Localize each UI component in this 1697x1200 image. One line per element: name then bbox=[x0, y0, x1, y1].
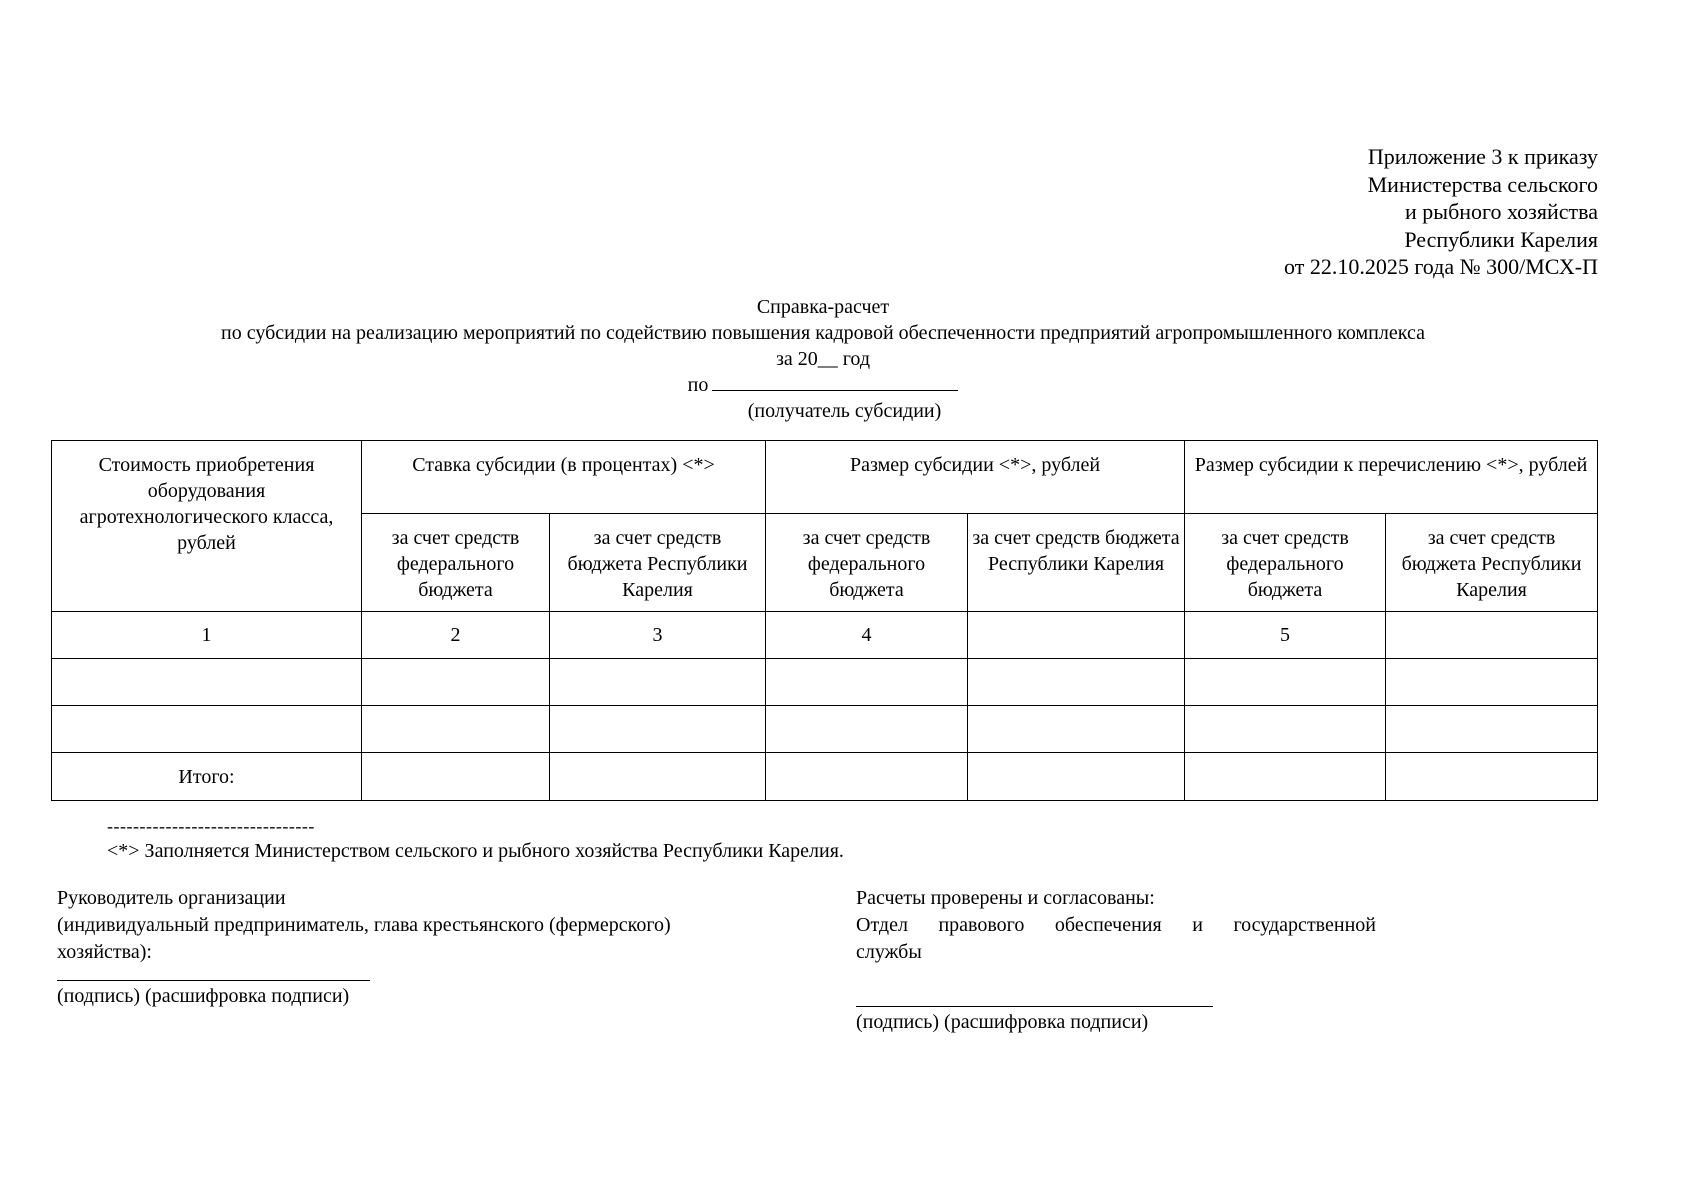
subheader-federal: за счет средств федерального бюджета bbox=[766, 514, 968, 612]
table-cell bbox=[968, 706, 1185, 753]
table-cell bbox=[550, 659, 766, 706]
footnote-text: <*> Заполняется Министерством сельского и рыбного хозяйства Республики Карелия. bbox=[107, 840, 844, 862]
annex-line: Министерства сельского bbox=[1367, 171, 1598, 197]
column-number bbox=[968, 612, 1185, 659]
recipient-prefix: по bbox=[687, 374, 709, 396]
table-cell bbox=[362, 753, 550, 801]
annex-line: Республики Карелия bbox=[1404, 226, 1598, 252]
table-header-row bbox=[52, 441, 1598, 514]
header-cost: Стоимость приобретения оборудования агротехнологического класса, рублей bbox=[52, 441, 362, 612]
column-number bbox=[1386, 612, 1598, 659]
table-cell bbox=[1185, 659, 1386, 706]
table-cell bbox=[766, 753, 968, 801]
footnote-separator: -------------------------------- bbox=[107, 816, 315, 836]
table-cell bbox=[550, 706, 766, 753]
total-row bbox=[52, 753, 1598, 801]
signature-caption: (подпись) (расшифровка подписи) bbox=[856, 1011, 1149, 1033]
total-label: Итого: bbox=[52, 753, 362, 801]
table-cell bbox=[968, 753, 1185, 801]
table-cell bbox=[52, 706, 362, 753]
recipient-line bbox=[0, 372, 1646, 398]
document-subtitle: по субсидии на реализацию мероприятий по содействию повышения кадровой обеспеченности предприятий агропромышленного комплекса bbox=[221, 322, 1425, 344]
table-cell bbox=[550, 753, 766, 801]
table-cell bbox=[766, 706, 968, 753]
column-number: 4 bbox=[766, 612, 968, 659]
table-cell bbox=[1185, 706, 1386, 753]
signature-role: Руководитель организации bbox=[57, 887, 286, 909]
signature-role-detail: хозяйства): bbox=[57, 941, 152, 963]
calculation-table bbox=[51, 440, 1598, 801]
column-number-row bbox=[52, 612, 1598, 659]
document-year-line: за 20__ год bbox=[775, 348, 871, 370]
signature-block-approval bbox=[856, 885, 1376, 1036]
header-transfer: Размер субсидии к перечислению <*>, рублей bbox=[1185, 441, 1598, 514]
table-cell bbox=[362, 706, 550, 753]
table-row bbox=[52, 659, 1598, 706]
column-number: 1 bbox=[52, 612, 362, 659]
signature-line bbox=[856, 1006, 1213, 1007]
annex-line: Приложение 3 к приказу bbox=[1367, 144, 1598, 169]
annex-line: от 22.10.2025 года № 300/МСХ-П bbox=[1284, 254, 1598, 279]
signature-caption: (подпись) (расшифровка подписи) bbox=[57, 985, 350, 1007]
approval-heading: Расчеты проверены и согласованы: bbox=[856, 887, 1155, 909]
signature-block-organization bbox=[57, 885, 757, 1010]
table-cell bbox=[1386, 753, 1598, 801]
table-cell bbox=[362, 659, 550, 706]
recipient-blank-line bbox=[712, 372, 958, 391]
header-size: Размер субсидии <*>, рублей bbox=[766, 441, 1185, 514]
column-number: 5 bbox=[1185, 612, 1386, 659]
annex-block bbox=[1284, 143, 1598, 281]
signature-line bbox=[57, 980, 370, 981]
table-cell bbox=[52, 659, 362, 706]
table-cell bbox=[968, 659, 1185, 706]
column-number: 2 bbox=[362, 612, 550, 659]
table-cell bbox=[766, 659, 968, 706]
signature-role-detail: (индивидуальный предприниматель, глава крестьянского (фермерского) bbox=[57, 914, 671, 936]
subheader-regional: за счет средств бюджета Республики Карелия bbox=[968, 514, 1185, 612]
document-title-block bbox=[0, 294, 1646, 424]
table-cell bbox=[1386, 659, 1598, 706]
table-row bbox=[52, 706, 1598, 753]
recipient-caption: (получатель субсидии) bbox=[747, 400, 942, 422]
table-cell bbox=[1386, 706, 1598, 753]
annex-line: и рыбного хозяйства bbox=[1405, 199, 1598, 224]
subheader-federal: за счет средств федерального бюджета bbox=[1185, 514, 1386, 612]
subheader-regional: за счет средств бюджета Республики Карелия bbox=[1386, 514, 1598, 612]
subheader-federal: за счет средств федерального бюджета bbox=[362, 514, 550, 612]
subheader-regional: за счет средств бюджета Республики Карелия bbox=[550, 514, 766, 612]
approval-department: службы bbox=[856, 941, 922, 963]
approval-department: Отдел правового обеспечения и государственной bbox=[856, 914, 1376, 936]
column-number: 3 bbox=[550, 612, 766, 659]
table-cell bbox=[1185, 753, 1386, 801]
header-rate: Ставка субсидии (в процентах) <*> bbox=[362, 441, 766, 514]
document-title: Справка-расчет bbox=[756, 296, 890, 318]
